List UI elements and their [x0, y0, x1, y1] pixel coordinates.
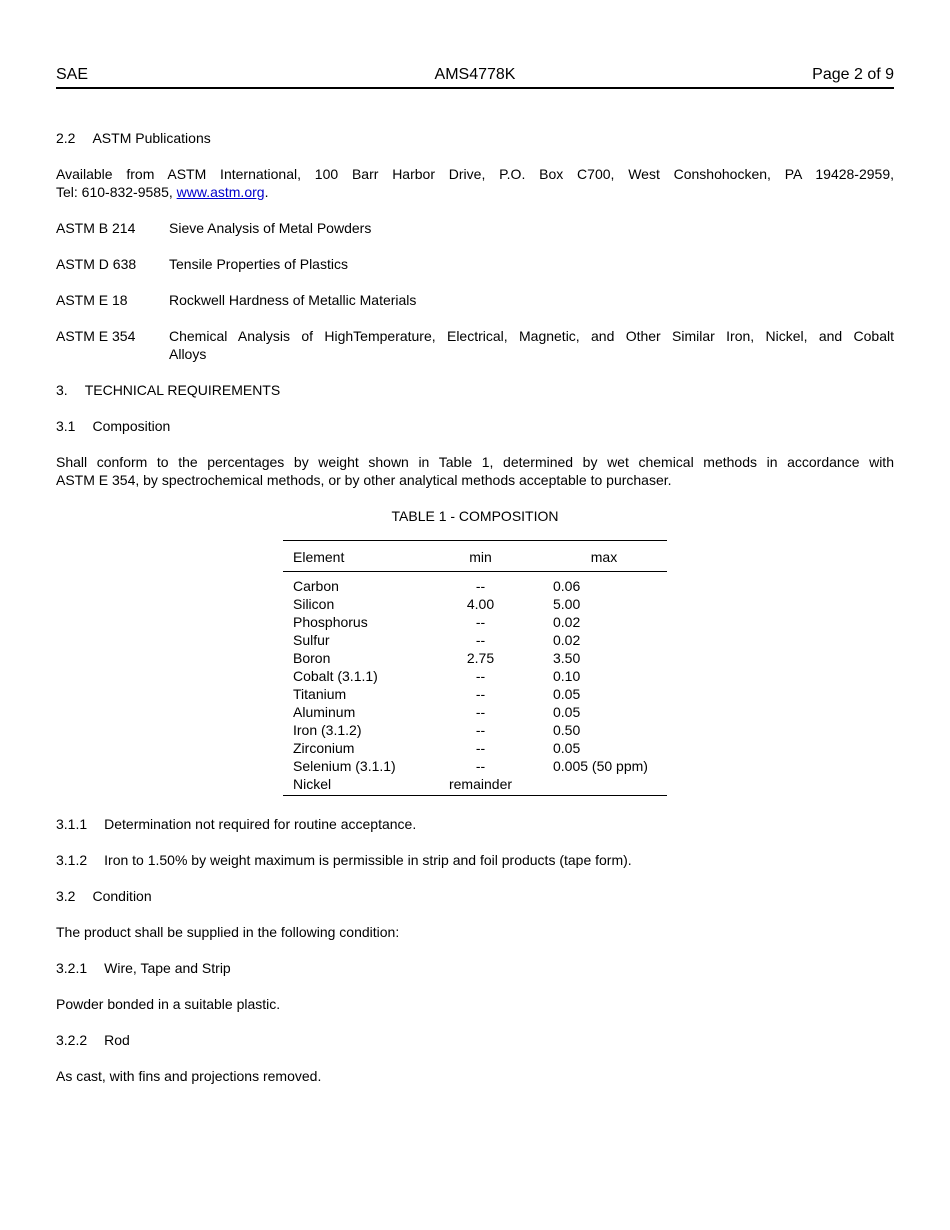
table-1-body — [283, 572, 667, 795]
list-item — [56, 219, 894, 237]
table-row — [283, 577, 667, 595]
reference-title: Tensile Properties of Plastics — [169, 256, 348, 272]
availability-paragraph — [56, 165, 894, 201]
table-row — [283, 775, 667, 793]
cell-max: 0.05 — [553, 686, 581, 702]
table-row — [283, 631, 667, 649]
cell-element: Zirconium — [293, 740, 355, 756]
table-1-grid — [283, 540, 667, 796]
astm-website-link[interactable]: www.astm.org — [176, 184, 265, 200]
cell-element: Nickel — [293, 776, 332, 792]
rod-paragraph: As cast, with fins and projections removed. — [56, 1068, 322, 1084]
section-number: 3.2.2 — [56, 1032, 88, 1048]
list-item — [56, 291, 894, 309]
table-row — [283, 685, 667, 703]
section-text: Determination not required for routine acceptance. — [104, 816, 417, 832]
section-title: Condition — [92, 888, 152, 904]
cell-min: 4.00 — [466, 596, 495, 612]
reference-code: ASTM B 214 — [56, 220, 136, 236]
wire-tape-strip-paragraph: Powder bonded in a suitable plastic. — [56, 996, 281, 1012]
condition-paragraph: The product shall be supplied in the following condition: — [56, 924, 400, 940]
section-number: 3. — [56, 382, 68, 398]
cell-min: -- — [475, 686, 486, 702]
cell-max: 0.06 — [553, 578, 581, 594]
reference-code: ASTM E 354 — [56, 328, 136, 344]
cell-min: remainder — [448, 776, 513, 792]
table-row — [283, 613, 667, 631]
section-number: 3.1.2 — [56, 852, 88, 868]
table-1-title: TABLE 1 - COMPOSITION — [391, 508, 559, 524]
section-title: TECHNICAL REQUIREMENTS — [84, 382, 281, 398]
section-number: 3.2.1 — [56, 960, 88, 976]
availability-line2 — [56, 183, 894, 201]
availability-line2-period: . — [264, 184, 269, 200]
section-text: Iron to 1.50% by weight maximum is permissible in strip and foil products (tape form). — [104, 852, 632, 868]
reference-title-line1: Chemical Analysis of HighTemperature, Electrical, Magnetic, and Other Similar Iron, Nickel, and Cobalt — [169, 328, 894, 344]
reference-code: ASTM E 18 — [56, 292, 128, 308]
composition-paragraph — [56, 453, 894, 489]
cell-max: 0.02 — [553, 632, 581, 648]
astm-publications-list — [56, 219, 894, 363]
list-item — [56, 255, 894, 273]
section-number: 3.1.1 — [56, 816, 88, 832]
cell-min: -- — [475, 578, 486, 594]
cell-min: -- — [475, 758, 486, 774]
cell-max: 3.50 — [553, 650, 581, 666]
cell-element: Phosphorus — [293, 614, 368, 630]
cell-element: Carbon — [293, 578, 339, 594]
section-3-2-heading — [56, 887, 894, 905]
cell-min: -- — [475, 668, 486, 684]
table-1-header-row — [283, 541, 667, 572]
table-row — [283, 649, 667, 667]
section-3-heading — [56, 381, 894, 399]
cell-max: 0.05 — [553, 704, 581, 720]
availability-line2-text: Tel: 610-832-9585, — [56, 184, 177, 200]
page-header — [56, 64, 894, 89]
cell-element: Selenium (3.1.1) — [293, 758, 396, 774]
section-3-1-1 — [56, 815, 894, 833]
section-3-2-1-heading — [56, 959, 894, 977]
cell-max: 0.50 — [553, 722, 581, 738]
cell-min: -- — [475, 722, 486, 738]
section-title: Wire, Tape and Strip — [104, 960, 231, 976]
cell-element: Aluminum — [293, 704, 356, 720]
table-1 — [56, 507, 894, 796]
composition-line1: Shall conform to the percentages by weight shown in Table 1, determined by wet chemical methods in accordance with — [56, 454, 894, 470]
cell-min: -- — [475, 632, 486, 648]
header-page-number: Page 2 of 9 — [812, 66, 894, 83]
cell-max: 0.02 — [553, 614, 581, 630]
reference-title-line2: Alloys — [169, 346, 207, 362]
reference-title: Sieve Analysis of Metal Powders — [169, 220, 372, 236]
section-number: 3.1 — [56, 418, 76, 434]
cell-element: Cobalt (3.1.1) — [293, 668, 378, 684]
cell-element: Titanium — [293, 686, 347, 702]
column-header-max: max — [590, 549, 618, 565]
cell-element: Boron — [293, 650, 331, 666]
cell-max: 0.05 — [553, 740, 581, 756]
cell-min: -- — [475, 740, 486, 756]
header-left-text: SAE — [56, 66, 89, 83]
cell-max: 5.00 — [553, 596, 581, 612]
header-document-number: AMS4778K — [434, 66, 516, 83]
cell-min: -- — [475, 614, 486, 630]
section-2-2-heading — [56, 129, 894, 147]
cell-max — [541, 775, 667, 793]
table-row — [283, 595, 667, 613]
cell-min: 2.75 — [466, 650, 495, 666]
table-row — [283, 757, 667, 775]
section-number: 3.2 — [56, 888, 76, 904]
table-row — [283, 703, 667, 721]
column-header-element: Element — [293, 549, 345, 565]
section-title: ASTM Publications — [92, 130, 211, 146]
section-3-1-2 — [56, 851, 894, 869]
reference-title: Rockwell Hardness of Metallic Materials — [169, 292, 417, 308]
table-row — [283, 721, 667, 739]
list-item — [56, 327, 894, 363]
cell-min: -- — [475, 704, 486, 720]
cell-element: Iron (3.1.2) — [293, 722, 362, 738]
cell-element: Sulfur — [293, 632, 330, 648]
section-title: Composition — [92, 418, 171, 434]
composition-line2: ASTM E 354, by spectrochemical methods, or by other analytical methods acceptable to purchaser. — [56, 472, 672, 488]
cell-max: 0.005 (50 ppm) — [553, 758, 648, 774]
availability-line1: Available from ASTM International, 100 Barr Harbor Drive, P.O. Box C700, West Conshohocken, PA 19428-2959, — [56, 166, 894, 182]
cell-element: Silicon — [293, 596, 335, 612]
section-3-2-2-heading — [56, 1031, 894, 1049]
column-header-min: min — [469, 549, 492, 565]
section-number: 2.2 — [56, 130, 76, 146]
reference-title — [169, 327, 894, 363]
cell-max: 0.10 — [553, 668, 581, 684]
section-title: Rod — [104, 1032, 130, 1048]
table-row — [283, 667, 667, 685]
reference-code: ASTM D 638 — [56, 256, 137, 272]
table-row — [283, 739, 667, 757]
section-3-1-heading — [56, 417, 894, 435]
